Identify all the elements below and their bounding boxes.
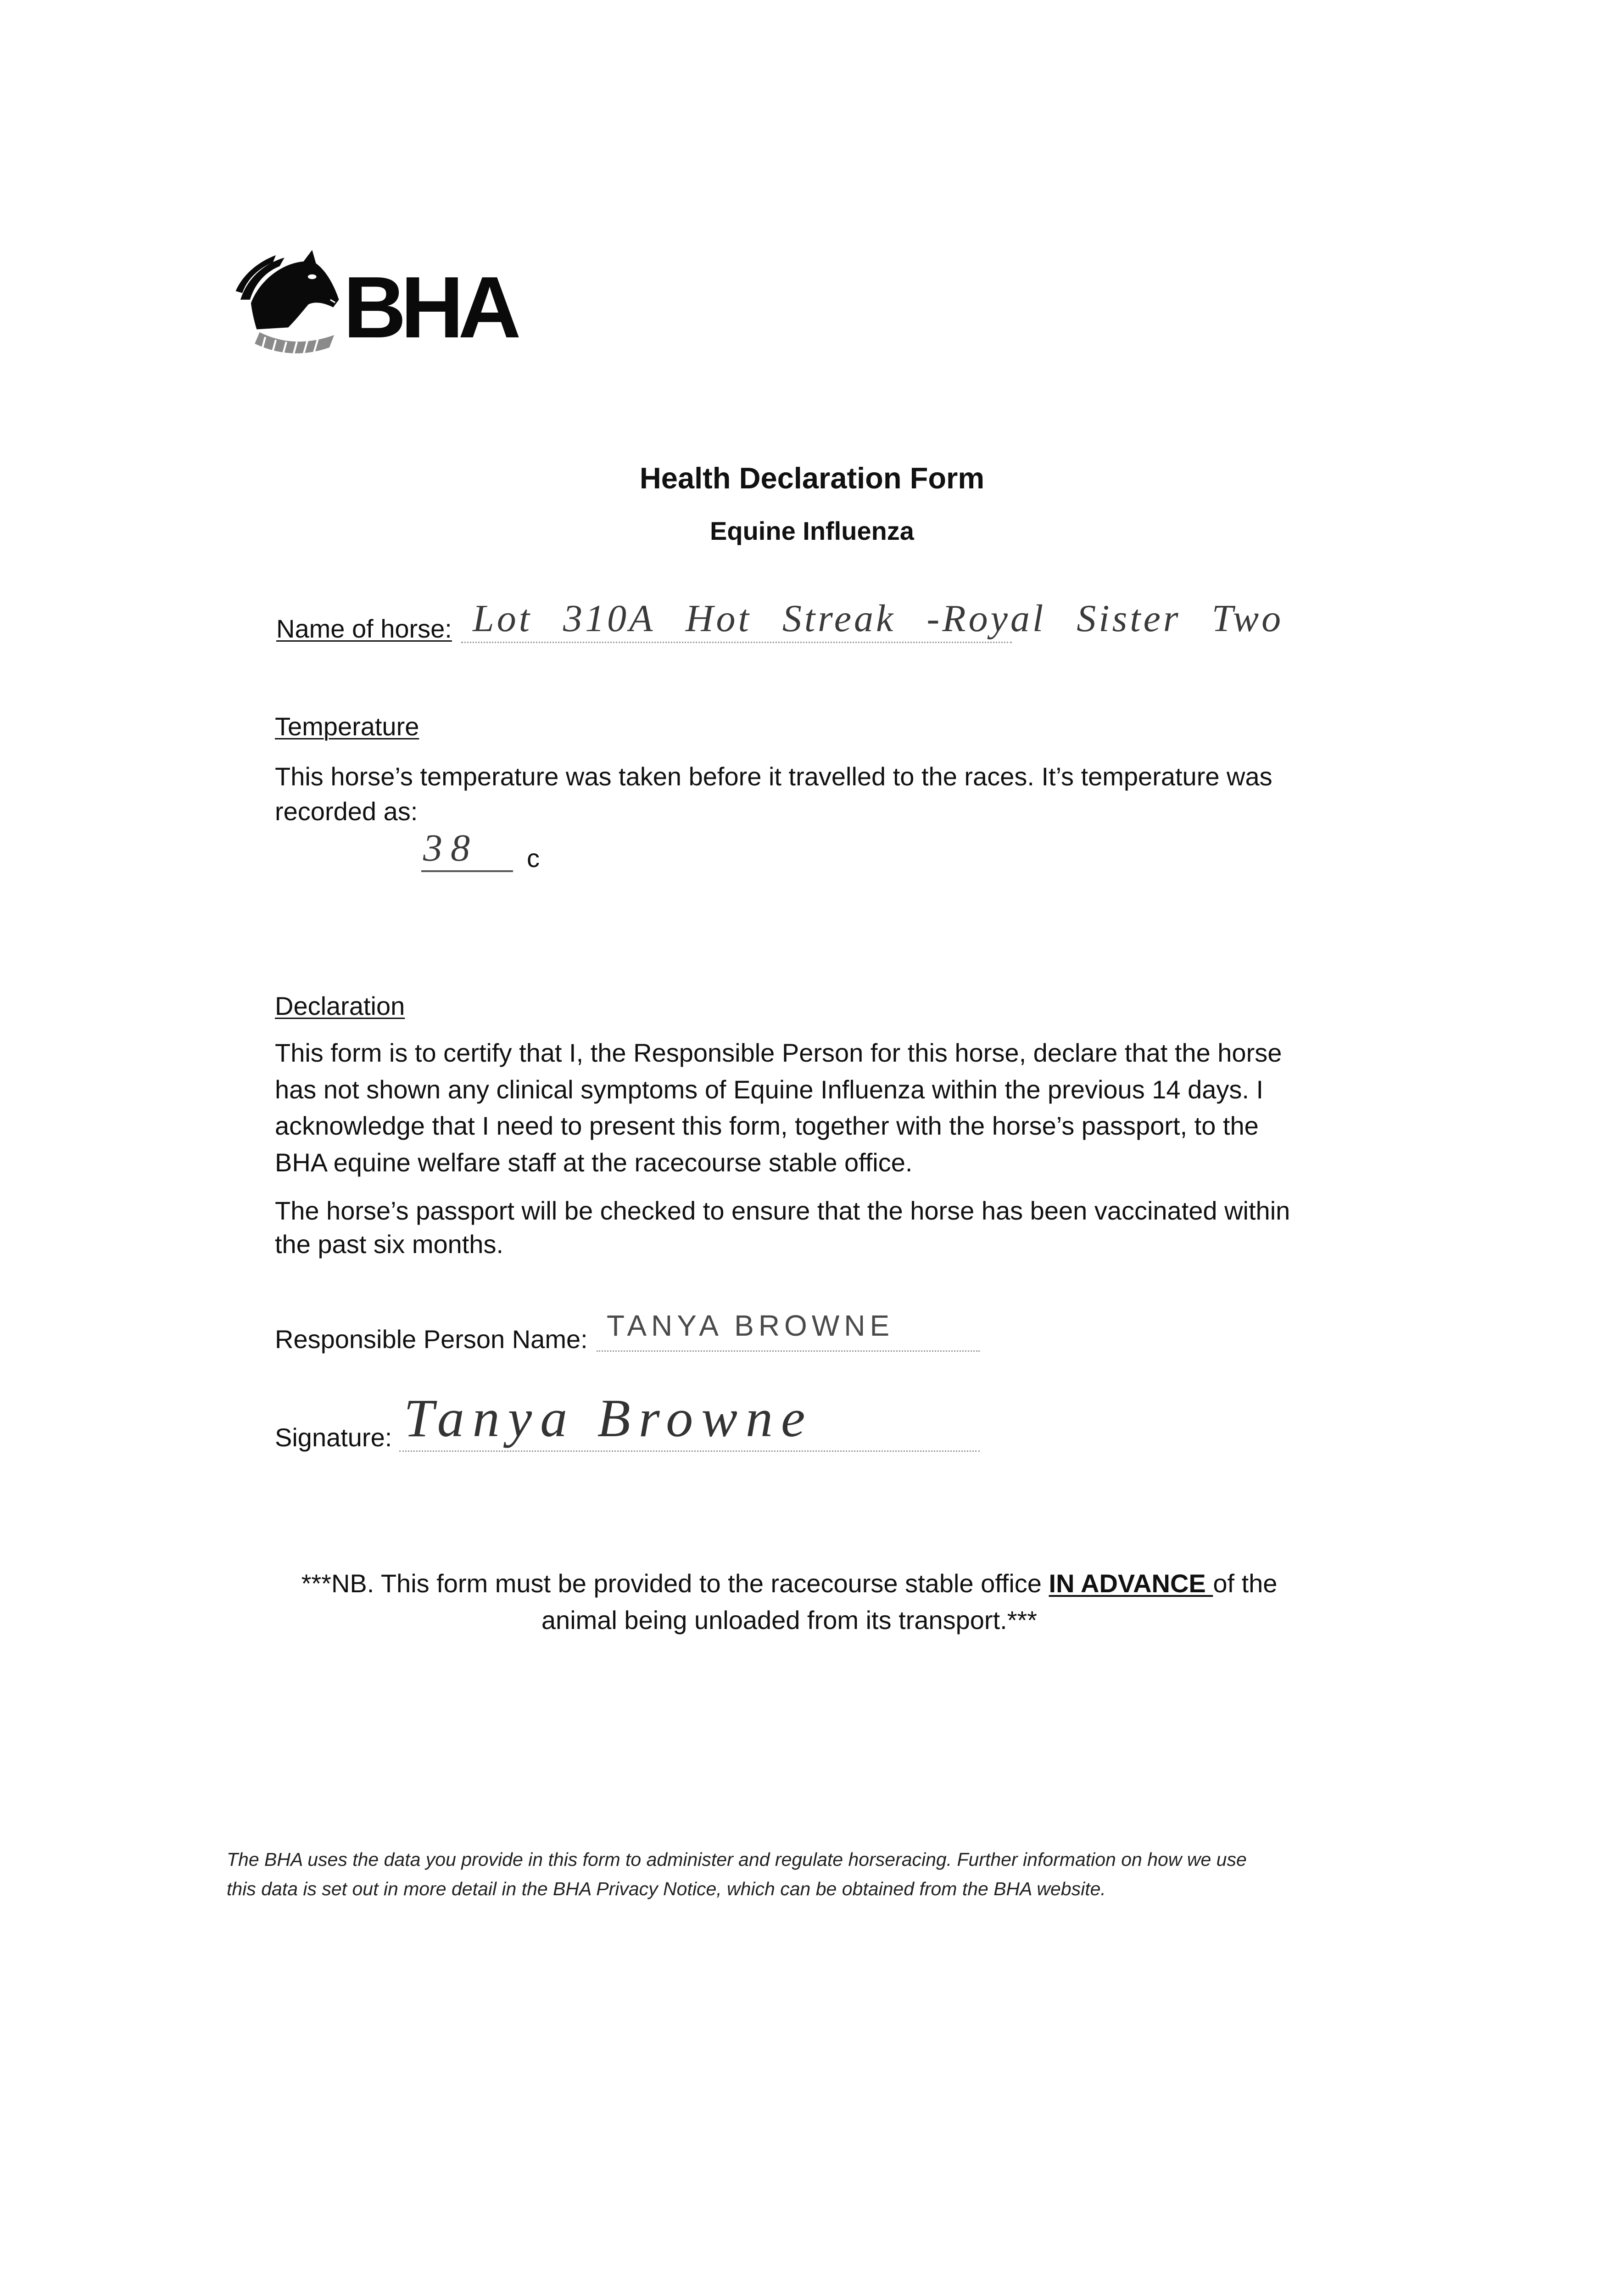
horse-head-icon [232,243,342,358]
declaration-text-line: This form is to certify that I, the Responsible Person for this horse, declare that the horse [275,1038,1282,1067]
signature: Tanya Browne [404,1388,814,1448]
privacy-footer-line: The BHA uses the data you provide in this form to administer and regulate horseracing. Further information on how we use [227,1849,1247,1870]
declaration-text-line: has not shown any clinical symptoms of Equine Influenza within the previous 14 days. I [275,1075,1264,1104]
declaration-heading: Declaration [275,991,405,1020]
horse-name-label: Name of horse: [276,614,452,643]
temperature-heading: Temperature [275,712,419,741]
notice-line [275,1569,1303,1598]
declaration-text-line: acknowledge that I need to present this form, together with the horse’s passport, to the [275,1111,1259,1140]
temperature-value-line [421,870,513,872]
notice-line: animal being unloaded from its transport.*** [541,1606,1038,1634]
passport-text-line: The horse’s passport will be checked to ensure that the horse has been vaccinated within [275,1196,1290,1225]
temperature-text-line: This horse’s temperature was taken before it travelled to the races. It’s temperature was [275,762,1272,791]
horse-name-value: Lot 310A Hot Streak -Royal Sister Two [473,597,1284,640]
responsible-person-label: Responsible Person Name: [275,1325,588,1354]
horse-name-line [461,642,1012,643]
notice-suffix: of the [1213,1569,1278,1598]
responsible-person-value: TANYA BROWNE [607,1309,894,1342]
temperature-text-line: recorded as: [275,797,418,826]
passport-text-line: the past six months. [275,1230,504,1259]
temperature-value: 38 [423,827,478,869]
form-subtitle: Equine Influenza [710,516,914,545]
declaration-text-line: BHA equine welfare staff at the racecourse stable office. [275,1148,913,1177]
privacy-footer-line: this data is set out in more detail in the BHA Privacy Notice, which can be obtained from the BHA website. [227,1878,1106,1899]
signature-line [399,1450,980,1452]
bha-logo [229,241,551,365]
temperature-unit: c [527,844,540,873]
responsible-person-line [597,1350,980,1352]
form-title: Health Declaration Form [639,461,985,495]
notice-emphasis: IN ADVANCE [1049,1569,1213,1598]
signature-label: Signature: [275,1423,392,1452]
notice-prefix: ***NB. This form must be provided to the racecourse stable office [301,1569,1049,1598]
logo-wordmark: BHA [343,259,516,356]
